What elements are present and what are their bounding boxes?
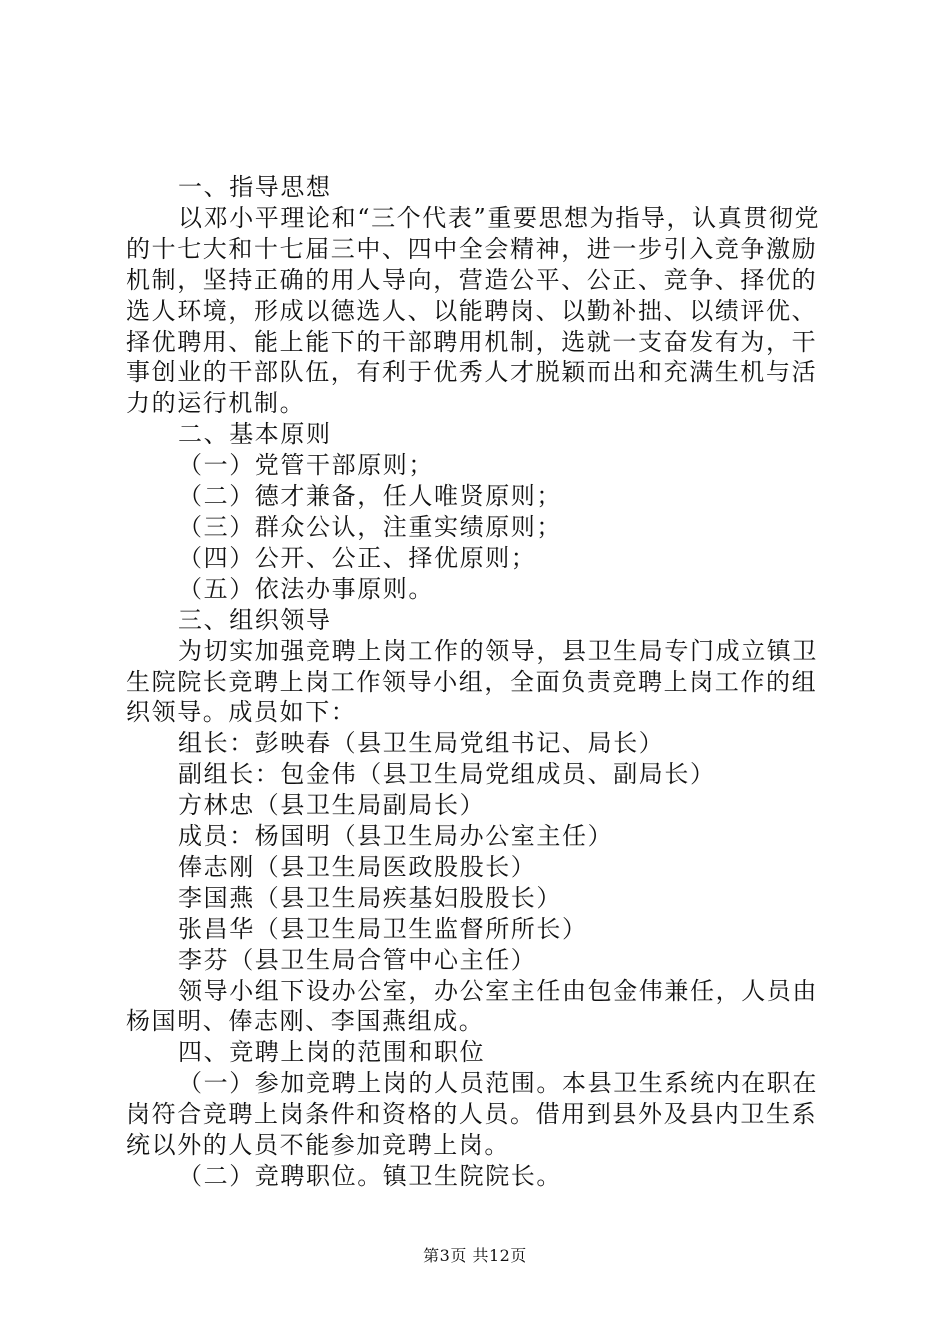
page-number-footer: 第3页 共12页	[423, 1246, 527, 1265]
section-heading-basic-principles: 二、基本原则	[178, 420, 332, 449]
section-heading-scope: 四、竞聘上岗的范围和职位	[178, 1038, 486, 1067]
principle-item-1: （一）党管干部原则；	[178, 451, 434, 480]
member-line-leader: 组长：彭映春（县卫生局党组书记、局长）	[178, 729, 665, 758]
section-heading-organization: 三、组织领导	[178, 605, 332, 634]
document-body	[126, 172, 841, 1192]
member-line-deputy: 副组长：包金伟（县卫生局党组成员、副局长）	[178, 760, 716, 789]
section-heading-guiding-thought: 一、指导思想	[178, 173, 332, 201]
paragraph-office: 领导小组下设办公室，办公室主任由包金伟兼任，人员由杨国明、俸志刚、李国燕组成。	[126, 976, 818, 1036]
member-line-li-fen: 李芬（县卫生局合管中心主任）	[178, 945, 537, 974]
paragraph-guiding-thought: 以邓小平理论和“三个代表”重要思想为指导，认真贯彻党的十七大和十七届三中、四中全会精神，进一步引入竞争激励机制，坚持正确的用人导向，营造公平、公正、竞争、择优的选人环境，形成以德选人、以能聘岗、以勤补拙、以绩评优、择优聘用、能上能下的干部聘用机制，选就一支奋发有为，干事创业的干部队伍，有利于优秀人才脱颖而出和充满生机与活力的运行机制。	[126, 203, 821, 418]
member-line-members: 成员：杨国明（县卫生局办公室主任）	[178, 822, 614, 851]
member-line-zhang: 张昌华（县卫生局卫生监督所所长）	[178, 914, 588, 943]
paragraph-scope-personnel: （一）参加竞聘上岗的人员范围。本县卫生系统内在职在岗符合竞聘上岗条件和资格的人员。借用到县外及县内卫生系统以外的人员不能参加竞聘上岗。	[126, 1069, 818, 1160]
principle-item-5: （五）依法办事原则。	[178, 574, 434, 603]
principle-item-4: （四）公开、公正、择优原则；	[178, 543, 537, 572]
member-line-feng: 俸志刚（县卫生局医政股股长）	[178, 852, 537, 881]
member-line-li-guoyan: 李国燕（县卫生局疾基妇股股长）	[178, 883, 562, 912]
member-line-fang: 方林忠（县卫生局副局长）	[178, 791, 486, 820]
principle-item-2: （二）德才兼备，任人唯贤原则；	[178, 482, 562, 511]
paragraph-scope-position: （二）竞聘职位。镇卫生院院长。	[178, 1162, 562, 1190]
principle-item-3: （三）群众公认，注重实绩原则；	[178, 512, 562, 541]
paragraph-organization: 为切实加强竞聘上岗工作的领导，县卫生局专门成立镇卫生院院长竞聘上岗工作领导小组，全面负责竞聘上岗工作的组织领导。成员如下：	[126, 636, 818, 727]
